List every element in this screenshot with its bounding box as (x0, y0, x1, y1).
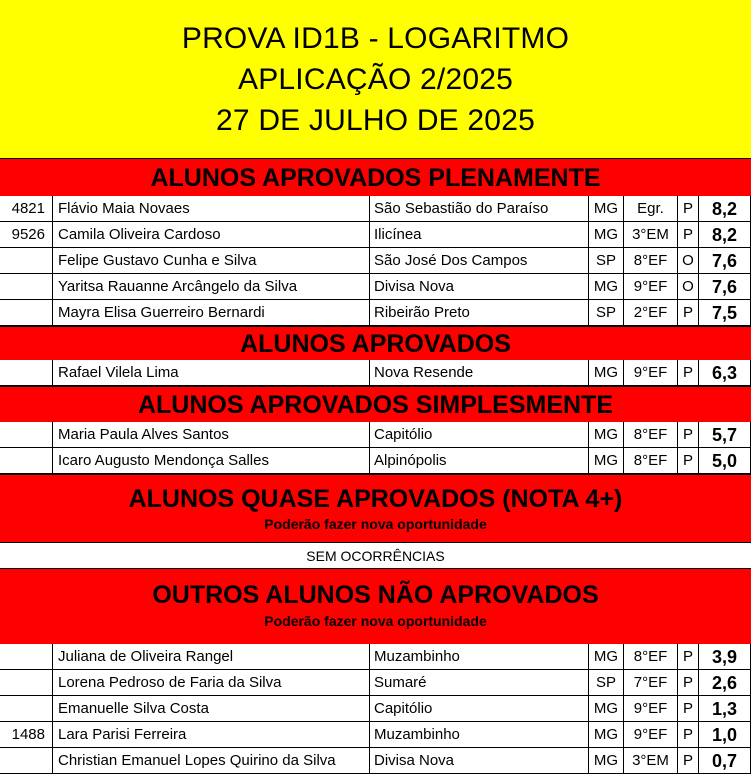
student-id (0, 360, 53, 385)
table-row (0, 722, 751, 748)
student-state: MG (589, 274, 624, 299)
student-city: Alpinópolis (370, 448, 589, 473)
section-title: ALUNOS APROVADOS PLENAMENTE (150, 164, 601, 192)
student-city: Muzambinho (370, 644, 589, 669)
student-state: MG (589, 196, 624, 221)
student-id (0, 748, 53, 773)
student-score: 8,2 (699, 222, 751, 247)
student-state: MG (589, 644, 624, 669)
section-title: ALUNOS APROVADOS SIMPLESMENTE (137, 391, 614, 419)
student-grade: 8°EF (624, 422, 678, 447)
student-mode: P (678, 422, 699, 447)
table-row (0, 644, 751, 670)
student-score: 5,7 (699, 422, 751, 447)
section-title: ALUNOS APROVADOS (240, 330, 511, 358)
table-row (0, 274, 751, 300)
student-name: Lara Parisi Ferreira (53, 722, 370, 747)
table-row (0, 448, 751, 474)
student-grade: 9°EF (624, 722, 678, 747)
student-mode: P (678, 360, 699, 385)
table-row (0, 360, 751, 386)
student-name: Christian Emanuel Lopes Quirino da Silva (53, 748, 370, 773)
student-mode: O (678, 248, 699, 273)
student-name: Camila Oliveira Cardoso (53, 222, 370, 247)
student-grade: 3°EM (624, 222, 678, 247)
section-subtitle: Poderão fazer nova oportunidade (264, 613, 487, 629)
student-grade: 8°EF (624, 248, 678, 273)
student-name: Flávio Maia Novaes (53, 196, 370, 221)
student-id: 4821 (0, 196, 53, 221)
section-subtitle: Poderão fazer nova oportunidade (264, 516, 487, 532)
student-state: MG (589, 360, 624, 385)
student-mode: P (678, 448, 699, 473)
student-name: Juliana de Oliveira Rangel (53, 644, 370, 669)
student-score: 5,0 (699, 448, 751, 473)
student-grade: 8°EF (624, 448, 678, 473)
table-row (0, 422, 751, 448)
student-city: São Sebastião do Paraíso (370, 196, 589, 221)
section-quase-band (0, 474, 751, 542)
student-score: 1,0 (699, 722, 751, 747)
table-row (0, 748, 751, 774)
student-score: 6,3 (699, 360, 751, 385)
section-aprovados-band (0, 326, 751, 360)
student-state: MG (589, 748, 624, 773)
student-mode: P (678, 748, 699, 773)
student-score: 0,7 (699, 748, 751, 773)
table-row (0, 670, 751, 696)
student-grade: 7°EF (624, 670, 678, 695)
student-grade: 9°EF (624, 696, 678, 721)
student-city: São José Dos Campos (370, 248, 589, 273)
table-row (0, 222, 751, 248)
section-title: OUTROS ALUNOS NÃO APROVADOS (152, 581, 599, 609)
student-city: Capitólio (370, 422, 589, 447)
student-state: MG (589, 222, 624, 247)
student-id (0, 448, 53, 473)
student-id (0, 644, 53, 669)
student-score: 7,5 (699, 300, 751, 325)
student-state: MG (589, 422, 624, 447)
student-city: Muzambinho (370, 722, 589, 747)
student-id (0, 696, 53, 721)
header (0, 0, 751, 158)
table-row (0, 696, 751, 722)
student-id: 1488 (0, 722, 53, 747)
student-state: MG (589, 722, 624, 747)
student-city: Sumaré (370, 670, 589, 695)
student-name: Icaro Augusto Mendonça Salles (53, 448, 370, 473)
student-mode: P (678, 196, 699, 221)
exam-title: PROVA ID1B - LOGARITMO (181, 21, 570, 55)
section-nao-band (0, 568, 751, 644)
student-city: Nova Resende (370, 360, 589, 385)
student-score: 1,3 (699, 696, 751, 721)
student-mode: P (678, 670, 699, 695)
section-simplesmente-band (0, 386, 751, 422)
student-city: Ribeirão Preto (370, 300, 589, 325)
student-grade: 9°EF (624, 274, 678, 299)
student-state: SP (589, 248, 624, 273)
student-id: 9526 (0, 222, 53, 247)
student-id (0, 670, 53, 695)
student-grade: 3°EM (624, 748, 678, 773)
student-city: Divisa Nova (370, 748, 589, 773)
exam-date: 27 DE JULHO DE 2025 (216, 103, 535, 137)
exam-application: APLICAÇÃO 2/2025 (237, 62, 514, 96)
section-title: ALUNOS QUASE APROVADOS (NOTA 4+) (128, 485, 623, 513)
student-grade: Egr. (624, 196, 678, 221)
student-city: Divisa Nova (370, 274, 589, 299)
student-id (0, 300, 53, 325)
table-row (0, 248, 751, 274)
student-mode: P (678, 722, 699, 747)
student-name: Felipe Gustavo Cunha e Silva (53, 248, 370, 273)
student-city: Ilicínea (370, 222, 589, 247)
student-state: MG (589, 696, 624, 721)
student-score: 2,6 (699, 670, 751, 695)
student-grade: 2°EF (624, 300, 678, 325)
student-mode: P (678, 696, 699, 721)
table-row (0, 196, 751, 222)
student-name: Yaritsa Rauanne Arcângelo da Silva (53, 274, 370, 299)
student-id (0, 274, 53, 299)
student-mode: O (678, 274, 699, 299)
no-occurrences-text: SEM OCORRÊNCIAS (0, 542, 751, 568)
student-score: 7,6 (699, 274, 751, 299)
student-state: SP (589, 670, 624, 695)
student-score: 3,9 (699, 644, 751, 669)
student-name: Rafael Vilela Lima (53, 360, 370, 385)
student-name: Lorena Pedroso de Faria da Silva (53, 670, 370, 695)
student-score: 7,6 (699, 248, 751, 273)
student-id (0, 248, 53, 273)
student-state: SP (589, 300, 624, 325)
student-grade: 8°EF (624, 644, 678, 669)
student-name: Mayra Elisa Guerreiro Bernardi (53, 300, 370, 325)
student-city: Capitólio (370, 696, 589, 721)
section-plenamente-band (0, 158, 751, 196)
student-state: MG (589, 448, 624, 473)
student-name: Emanuelle Silva Costa (53, 696, 370, 721)
student-name: Maria Paula Alves Santos (53, 422, 370, 447)
student-grade: 9°EF (624, 360, 678, 385)
student-mode: P (678, 222, 699, 247)
student-id (0, 422, 53, 447)
student-mode: P (678, 644, 699, 669)
student-mode: P (678, 300, 699, 325)
table-row (0, 300, 751, 326)
student-score: 8,2 (699, 196, 751, 221)
